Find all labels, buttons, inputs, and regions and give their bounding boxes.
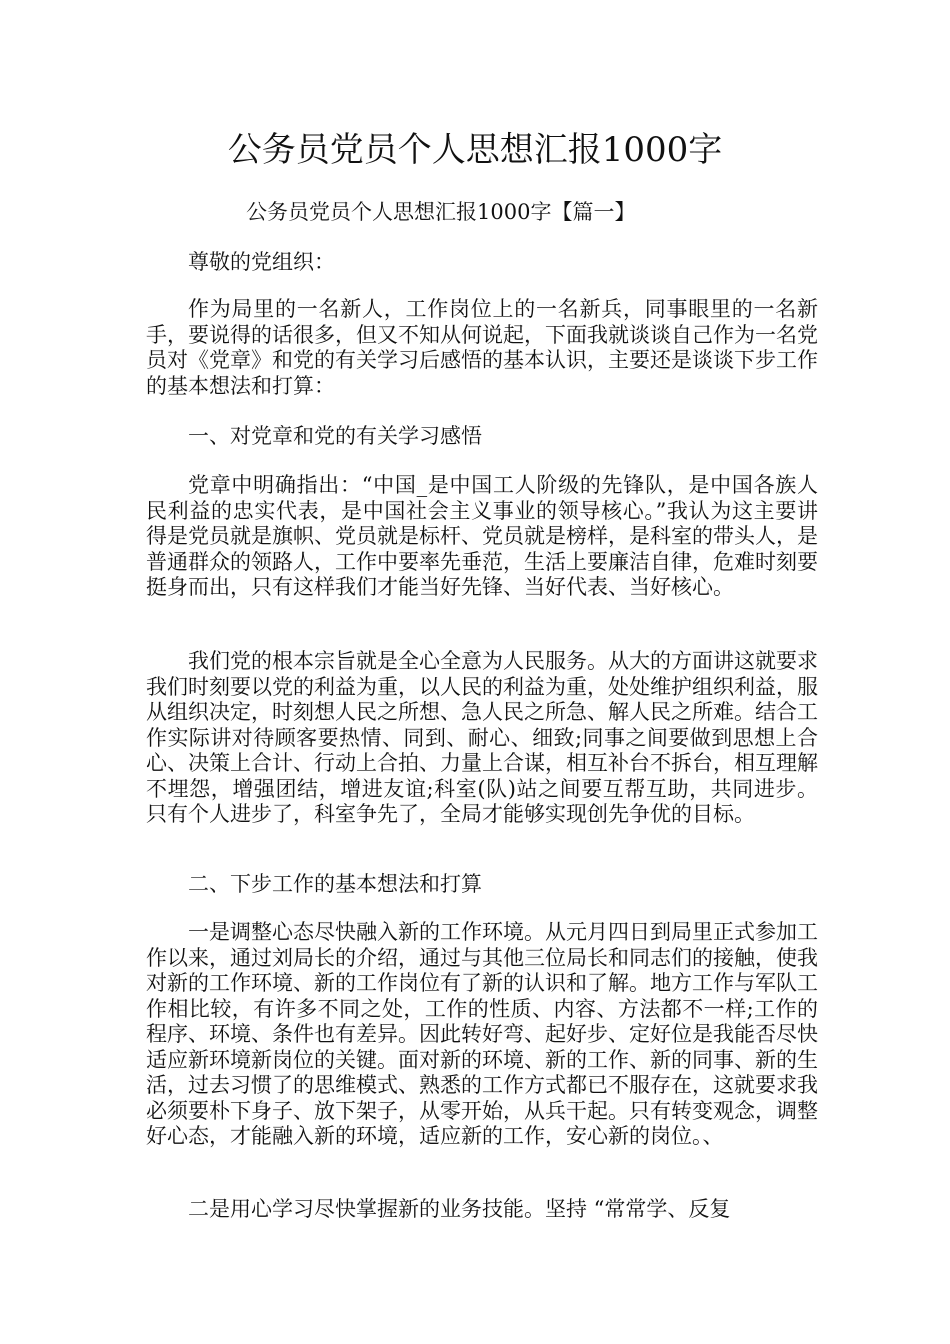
- paragraph-4: 二是用心学习尽快掌握新的业务技能。坚持 “常常学、反复: [188, 1197, 731, 1221]
- intro-paragraph: 作为局里的一名新人，工作岗位上的一名新兵，同事眼里的一名新手，要说得的话很多，但又不知从何说起，下面我就谈谈自己作为一名党员对《党章》和党的有关学习后感悟的基本认识，主要还是谈谈下步工作的基本想法和打算：: [146, 297, 818, 398]
- paragraph-3: 一是调整心态尽快融入新的工作环境。从元月四日到局里正式参加工作以来，通过刘局长的介绍，通过与其他三位局长和同志们的接触，使我对新的工作环境、新的工作岗位有了新的认识和了解。地方工作与军队工作相比较，有许多不同之处，工作的性质、内容、方法都不一样;工作的程序、环境、条件也有差异。因此转好弯、起好步、定好位是我能否尽快适应新环境新岗位的关键。面对新的环境、新的工作、新的同事、新的生活，过去习惯了的思维模式、熟悉的工作方式都已不服存在，这就要求我必须要朴下身子、放下架子，从零开始，从兵干起。只有转变观念，调整好心态，才能融入新的环境，适应新的工作，安心新的岗位。、: [146, 920, 818, 1148]
- document-title: 公务员党员个人思想汇报1000字: [227, 130, 723, 170]
- document-subtitle: 公务员党员个人思想汇报1000字【篇一】: [246, 200, 636, 224]
- section-heading-1: 一、对党章和党的有关学习感悟: [188, 424, 482, 448]
- salutation: 尊敬的党组织：: [188, 250, 335, 274]
- paragraph-2: 我们党的根本宗旨就是全心全意为人民服务。从大的方面讲这就要求我们时刻要以党的利益为重，以人民的利益为重，处处维护组织利益，服从组织决定，时刻想人民之所想、急人民之所急、解人民之所难。结合工作实际讲对待顾客要热情、同到、耐心、细致;同事之间要做到思想上合心、决策上合计、行动上合拍、力量上合谋，相互补台不拆台，相互理解不埋怨，增强团结，增进友谊;科室(队)站之间要互帮互助，共同进步。只有个人进步了，科室争先了，全局才能够实现创先争优的目标。: [146, 649, 818, 826]
- paragraph-1: 党章中明确指出：“中国_是中国工人阶级的先锋队，是中国各族人民利益的忠实代表，是中国社会主义事业的领导核心。”我认为这主要讲得是党员就是旗帜、党员就是标杆、党员就是榜样，是科室的带头人，是普通群众的领路人，工作中要率先垂范，生活上要廉洁自律，危难时刻要挺身而出，只有这样我们才能当好先锋、当好代表、当好核心。: [146, 473, 818, 599]
- section-heading-2: 二、下步工作的基本想法和打算: [188, 872, 482, 896]
